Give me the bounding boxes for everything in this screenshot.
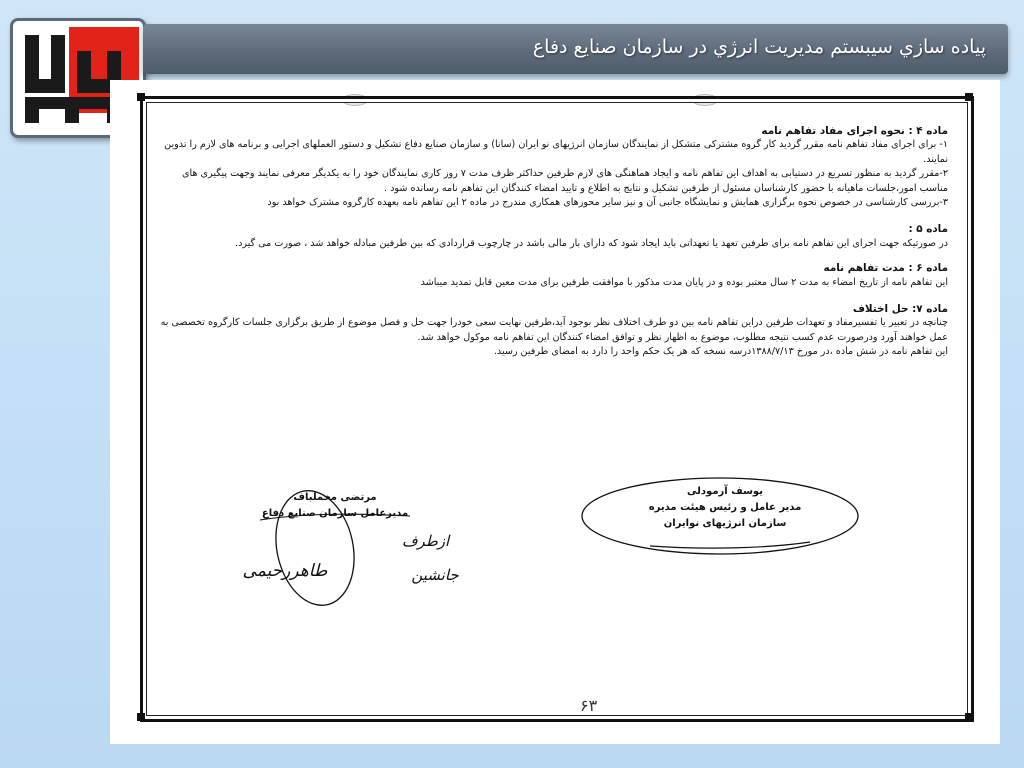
signatory-org: سازمان انرژیهای نوایران [663, 518, 787, 529]
handwritten-signer: طاهررحیمی [242, 561, 328, 581]
handwritten-janeshin: جانشین [411, 566, 459, 584]
title-bar [143, 24, 1008, 74]
section-title: ماده ۵ : [908, 223, 948, 236]
signature-loop [266, 483, 364, 612]
signatory-name: یوسف آرمودلی [687, 486, 763, 497]
paragraph: در صورتیکه جهت اجرای این تفاهم نامه برای طرفین تعهد یا تعهداتی باید ایجاد شود که دارای بار مالی باشد در چارچوب قراردادی که بین طرفین مبادله خواهد شد ، صورت می گیرد. [235, 237, 948, 249]
paragraph: ۲-مقرر گردید به منظور تسریع در دستیابی به اهداف این تفاهم نامه و ایجاد هماهنگی های لازم طرفین حداکثر ظرف مدت ۷ روز کاری نمایندگان خود را به یکدیگر معرفی نمایند وجهت پیگیری های مناسب امور،جلسات ماهیانه با حضور کارشناسان مسئول از طرفین تشکیل و نتایج به اطلاع و تایید امضاء کنندگان این تفاهم نامه رسانده شود . [182, 168, 948, 194]
section-title: ماده ۴ : نحوه اجرای مفاد تفاهم نامه [761, 125, 948, 137]
signature-layer [110, 80, 1000, 744]
signature-stroke [260, 514, 410, 520]
slide-title: پياده سازي سيبستم مديريت انرژي در سازمان صنايع دفاع [532, 36, 986, 58]
paragraph: این تفاهم نامه در شش ماده ،در مورخ ۱۳۸۸/۷/۱۳درسه نسخه که هر یک حکم واحد را دارد به امضای طرفین رسید. [493, 346, 948, 358]
paragraph: ۱- برای اجرای مفاد تفاهم نامه مقرر گردید کار گروه مشترکی متشکل از نمایندگان سازمان انرژیهای نو ایران (سانا) و سازمان صنایع دفاع تشکیل و دستور العملهای اجرایی و برنامه های لازم را تدوین نمایند. [164, 139, 948, 165]
section-title: ماده ۷: حل اختلاف [852, 303, 948, 316]
page-number: ۶۳ [580, 696, 598, 715]
signature-stroke [650, 542, 810, 548]
signatory-title: مدیرعامل سازمان صنایع دفاع [261, 508, 409, 519]
section-title: ماده ۶ : مدت تفاهم نامه [823, 262, 948, 275]
paragraph: چنانچه در تعبیر یا تفسیرمفاد و تعهدات طرفین دراین تفاهم نامه بین دو طرف اختلاف نظر بوجود آید،طرفین نهایت سعی خودرا جهت حل و فصل موضوع از طریق برگزاری جلسات کارگروه تخصصی به عمل خواهند آورد ودرصورت عدم کسب نتیجه مطلوب، موضوع به اظهار نظر و توافق امضاء کنندگان این تفاهم نامه موکول خواهد شد. [160, 317, 948, 343]
signatory-name: مرتضی مخملباف [293, 492, 377, 503]
scanned-document [110, 80, 1000, 744]
paragraph: ۳-بررسی کارشناسی در خصوص نحوه برگزاری همایش و نمایشگاه جانبی آن و نیز سایر محورهای همکاری مندرج در ماده ۲ این تفاهم نامه بعهده کارگروه مشترک خواهد بود [267, 197, 948, 209]
signature-loop [582, 478, 858, 554]
handwritten-az-taraf: ازطرف [402, 532, 450, 550]
signatory-title: مدیر عامل و رئیس هیئت مدیره [648, 502, 802, 513]
paragraph: این تفاهم نامه از تاریخ امضاء به مدت ۲ سال معتبر بوده و در پایان مدت مذکور با موافقت طرفین برای مدت معین قابل تمدید میباشد [420, 276, 948, 288]
